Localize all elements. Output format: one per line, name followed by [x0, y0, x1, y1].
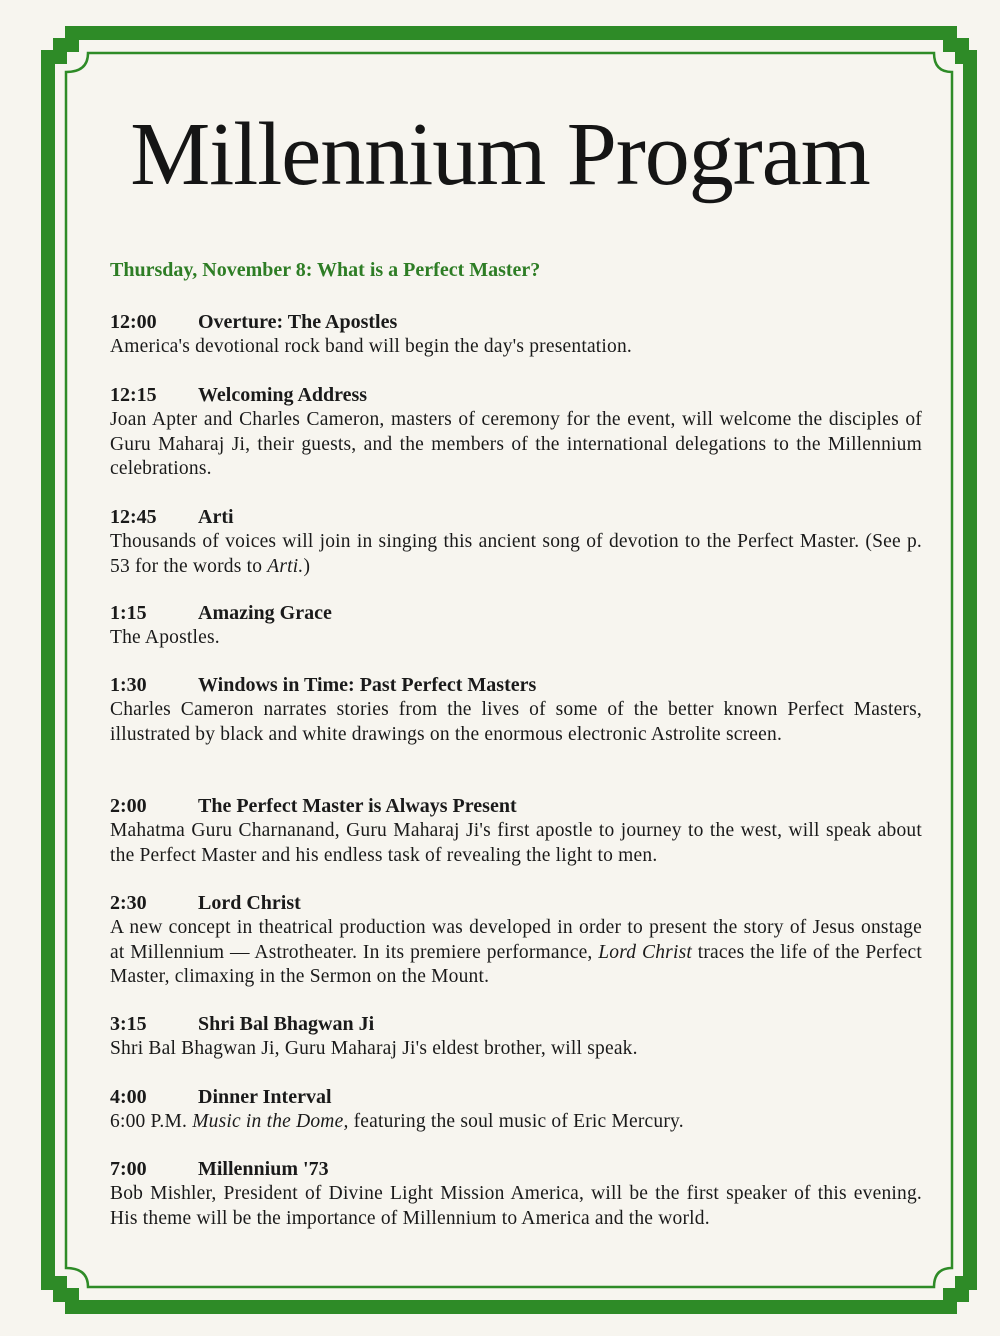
schedule-entry	[110, 672, 922, 747]
entry-title: Overture: The Apostles	[198, 311, 398, 333]
entry-title: Lord Christ	[198, 892, 301, 914]
entry-description: Thousands of voices will join in singing this ancient song of devotion to the Perfect Master. (See p. 53 for the words to Arti.)	[110, 531, 922, 577]
entry-time: 3:15	[110, 1013, 147, 1035]
entry-title: Windows in Time: Past Perfect Masters	[198, 674, 537, 696]
entry-title: Millennium '73	[198, 1158, 329, 1180]
entry-heading	[110, 1084, 922, 1110]
entry-title: Dinner Interval	[198, 1086, 332, 1108]
entry-time: 1:30	[110, 674, 147, 696]
schedule-entry	[110, 309, 922, 360]
entry-description: America's devotional rock band will begin the day's presentation.	[110, 336, 633, 357]
entry-heading	[110, 890, 922, 916]
page-title: Millennium Program	[130, 105, 870, 204]
entry-heading	[110, 1011, 922, 1037]
entry-time: 1:15	[110, 602, 147, 624]
entry-heading	[110, 309, 922, 335]
entry-time: 4:00	[110, 1086, 147, 1108]
schedule-entry	[110, 1011, 922, 1062]
schedule-entry	[110, 890, 922, 990]
entry-description: The Apostles.	[110, 627, 220, 648]
entry-title: Shri Bal Bhagwan Ji	[198, 1013, 375, 1035]
schedule-entry	[110, 1156, 922, 1231]
entry-title: Amazing Grace	[198, 602, 332, 624]
schedule-entry	[110, 382, 922, 482]
entry-description: Charles Cameron narrates stories from the lives of some of the better known Perfect Masters, illustrated by black and white drawings on the enormous electronic Astrolite screen.	[110, 699, 922, 745]
entry-time: 2:00	[110, 795, 147, 817]
entry-heading	[110, 382, 922, 408]
entry-heading	[110, 793, 922, 819]
schedule-entry	[110, 600, 922, 651]
entry-heading	[110, 504, 922, 530]
entry-description: Shri Bal Bhagwan Ji, Guru Maharaj Ji's eldest brother, will speak.	[110, 1038, 638, 1059]
entry-time: 12:15	[110, 384, 157, 406]
entry-description: A new concept in theatrical production was developed in order to present the story of Jesus onstage at Millennium — Astrotheater. In its premiere performance, Lord Christ traces the life of the Perfect Master, climaxing in the Sermon on the Mount.	[110, 917, 922, 987]
entry-heading	[110, 600, 922, 626]
schedule-entry	[110, 793, 922, 868]
entry-time: 7:00	[110, 1158, 147, 1180]
entry-heading	[110, 1156, 922, 1182]
entry-title: The Perfect Master is Always Present	[198, 795, 517, 817]
date-heading: Thursday, November 8: What is a Perfect Master?	[110, 259, 541, 281]
entry-heading	[110, 672, 922, 698]
entry-time: 2:30	[110, 892, 147, 914]
schedule-entry	[110, 1084, 922, 1135]
entry-time: 12:00	[110, 311, 157, 333]
schedule-entry	[110, 504, 922, 579]
entry-description: Bob Mishler, President of Divine Light Mission America, will be the first speaker of this evening. His theme will be the importance of Millennium to America and the world.	[110, 1183, 922, 1229]
entry-description: Mahatma Guru Charnanand, Guru Maharaj Ji's first apostle to journey to the west, will speak about the Perfect Master and his endless task of revealing the light to men.	[110, 820, 922, 866]
entry-title: Welcoming Address	[198, 384, 368, 406]
entry-title: Arti	[198, 506, 234, 528]
entry-description: Joan Apter and Charles Cameron, masters of ceremony for the event, will welcome the disciples of Guru Maharaj Ji, their guests, and the members of the international delegations to the Millennium celebrations.	[110, 409, 922, 479]
entry-description: 6:00 P.M. Music in the Dome, featuring the soul music of Eric Mercury.	[110, 1111, 684, 1132]
entry-time: 12:45	[110, 506, 157, 528]
